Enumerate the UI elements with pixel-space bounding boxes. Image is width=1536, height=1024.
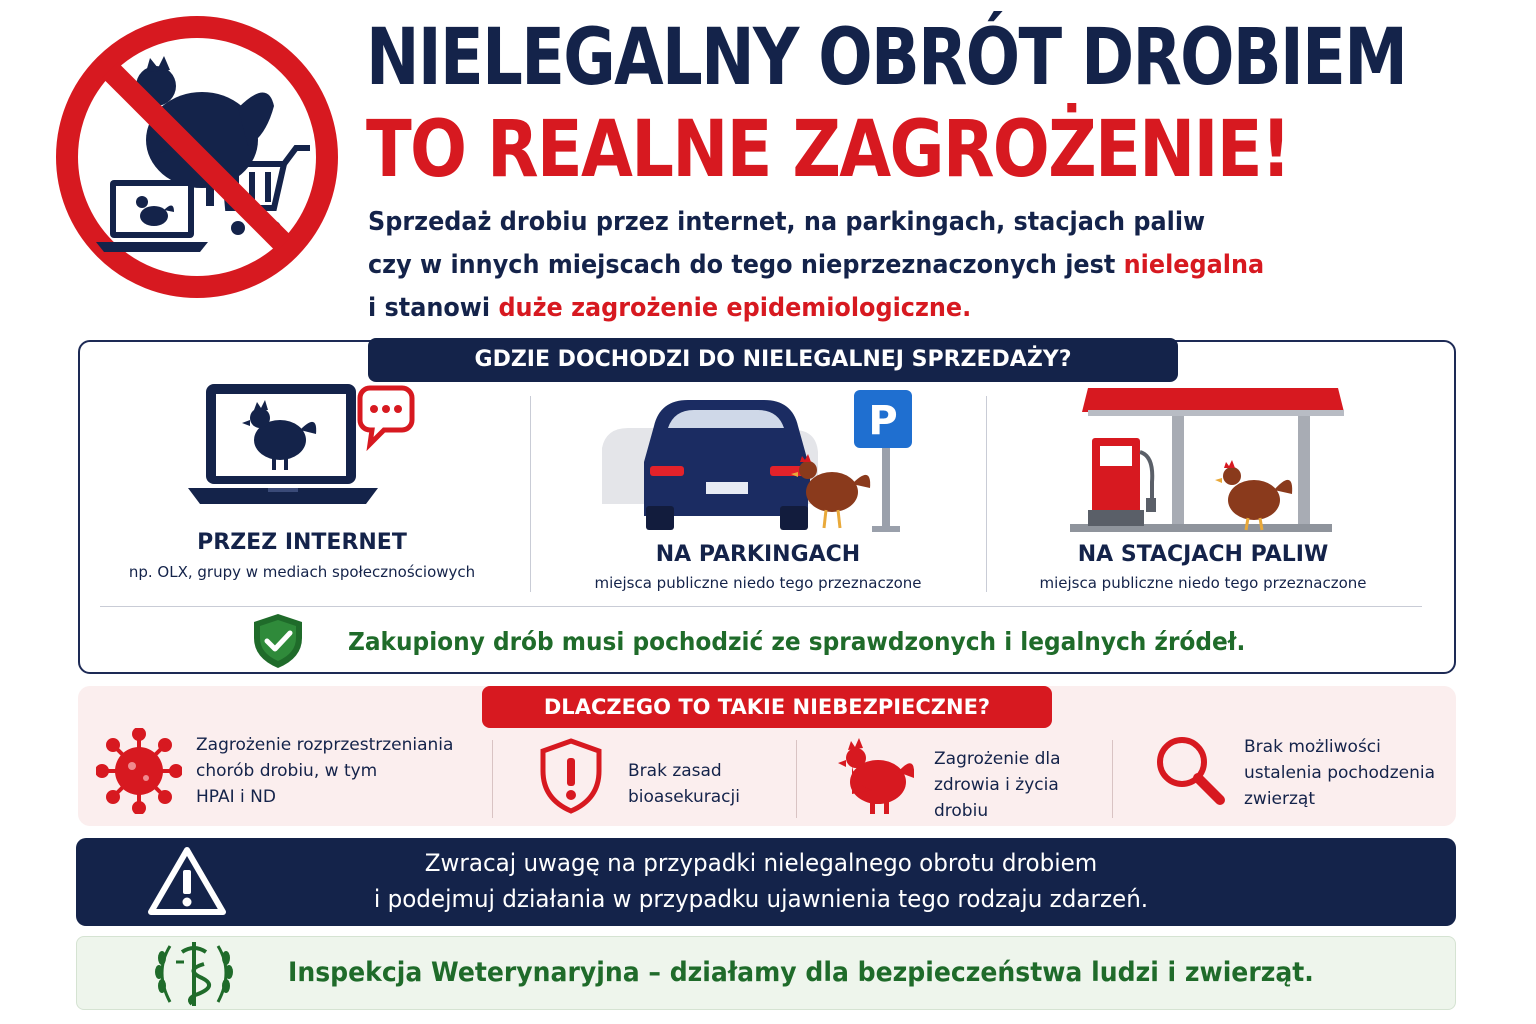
where-heading: GDZIE DOCHODZI DO NIELEGALNEJ SPRZEDAŻY? (368, 338, 1178, 382)
column-divider (530, 396, 531, 592)
intro-line-2 (368, 243, 1380, 287)
parking-car-chicken-icon (596, 386, 920, 534)
intro-text: i stanowi (368, 293, 499, 323)
where-gas-station-desc: miejsca publiczne niedo tego przeznaczone (1039, 574, 1367, 592)
main-title-line-1: NIELEGALNY OBRÓT DROBIEM (366, 13, 1407, 103)
gas-station-chicken-icon (1066, 386, 1346, 536)
column-divider (986, 396, 987, 592)
where-parking-title: NA PARKINGACH (655, 542, 861, 567)
intro-line-1: Sprzedaż drobiu przez internet, na parkingach, stacjach paliw (368, 207, 1206, 237)
chicken-icon (838, 738, 914, 816)
no-poultry-trade-sign-icon (52, 12, 342, 302)
virus-icon (96, 728, 182, 814)
main-title-line-2: TO REALNE ZAGROŻENIE! (366, 105, 1290, 195)
intro-text: czy w innych miejscach do tego nieprzeznaczonych jest (368, 250, 1124, 280)
legal-source-message: Zakupiony drób musi pochodzić ze sprawdzonych i legalnych źródeł. (348, 627, 1246, 656)
where-parking-desc: miejsca publiczne niedo tego przeznaczone (594, 574, 922, 592)
parking-sign-letter: P (868, 398, 898, 444)
section-divider (100, 606, 1422, 607)
where-gas-station-title: NA STACJACH PALIW (1077, 542, 1329, 567)
shield-exclamation-icon (538, 738, 604, 814)
shield-check-icon (248, 612, 308, 670)
veterinary-inspection-emblem-icon (148, 936, 240, 1010)
intro-line-3 (368, 286, 1380, 330)
why-item-poultry-health: Zagrożenie dla zdrowia i życia drobiu (934, 749, 1061, 821)
why-item-disease: Zagrożenie rozprzestrzeniania chorób drobiu, w tym HPAI i ND (196, 735, 454, 807)
warning-line-1: Zwracaj uwagę na przypadki nielegalnego obrotu drobiem (424, 849, 1098, 877)
column-divider (1112, 740, 1113, 818)
why-item-biosecurity: Brak zasad bioasekuracji (628, 761, 740, 807)
footer-slogan: Inspekcja Weterynaryjna – działamy dla bezpieczeństwa ludzi i zwierząt. (288, 957, 1314, 988)
why-heading: DLACZEGO TO TAKIE NIEBEZPIECZNE? (482, 686, 1052, 728)
intro-highlight-danger: duże zagrożenie epidemiologiczne. (498, 293, 972, 323)
where-internet-desc: np. OLX, grupy w mediach społecznościowych (128, 563, 476, 581)
where-internet-title: PRZEZ INTERNET (197, 530, 407, 555)
magnifier-icon (1152, 732, 1228, 808)
laptop-chicken-icon (184, 380, 420, 516)
column-divider (796, 740, 797, 818)
why-item-origin: Brak możliwości ustalenia pochodzenia zwierząt (1244, 737, 1436, 809)
warning-line-2: i podejmuj działania w przypadku ujawnienia tego rodzaju zdarzeń. (373, 885, 1149, 913)
intro-highlight-illegal: nielegalna (1123, 250, 1265, 280)
column-divider (492, 740, 493, 818)
